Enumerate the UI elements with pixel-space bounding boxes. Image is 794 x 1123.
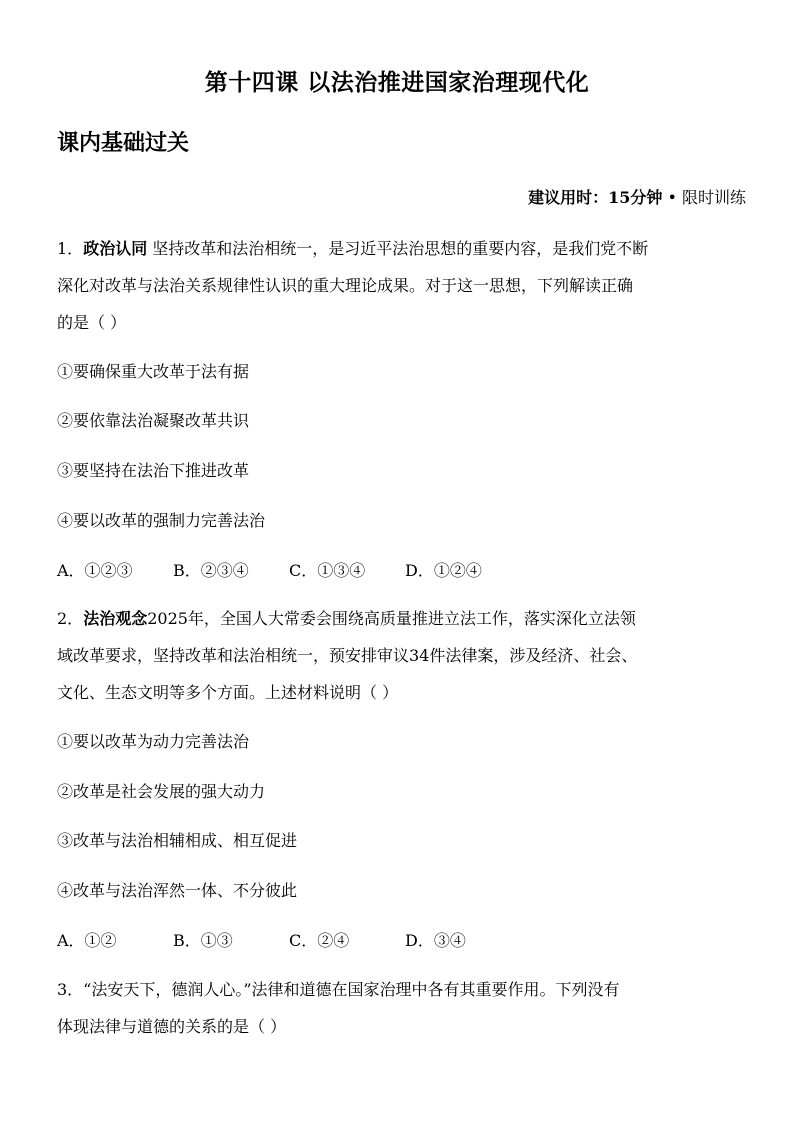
question-1-line-2: 深化对改革与法治关系规律性认识的重大理论成果。对于这一思想，下列解读正确 — [57, 276, 634, 295]
option-d[interactable]: D．③④ — [405, 931, 466, 950]
suggested-time — [528, 185, 746, 208]
section-heading: 课内基础过关 — [57, 131, 190, 156]
question-2-line-2: 域改革要求，坚持改革和法治相统一，预安排审议34件法律案，涉及经济、社会、 — [57, 646, 638, 665]
question-2-item-2: ②改革是社会发展的强大动力 — [57, 782, 266, 801]
question-2-item-3: ③改革与法治相辅相成、相互促进 — [57, 831, 298, 850]
question-2-line-1 — [57, 606, 636, 629]
option-b[interactable]: B．①③ — [173, 931, 233, 950]
question-3-line-2: 体现法律与道德的关系的是（ ） — [57, 1017, 287, 1036]
question-1-item-4: ④要以改革的强制力完善法治 — [57, 511, 266, 530]
option-a[interactable]: A．①② — [57, 931, 117, 950]
question-1-item-3: ③要坚持在法治下推进改革 — [57, 461, 250, 480]
time-tag: • 限时训练 — [667, 188, 746, 207]
question-1-text-1: 坚持改革和法治相统一，是习近平法治思想的重要内容，是我们党不断 — [147, 239, 649, 258]
question-1-item-2: ②要依靠法治凝聚改革共识 — [57, 411, 250, 430]
question-1-number: 1． — [57, 239, 84, 258]
option-b[interactable]: B．②③④ — [173, 561, 249, 580]
question-2-item-1: ①要以改革为动力完善法治 — [57, 732, 250, 751]
question-2-text-1: 2025年，全国人大常委会围绕高质量推进立法工作，落实深化立法领 — [147, 609, 636, 628]
option-d[interactable]: D．①②④ — [405, 561, 482, 580]
question-1-options — [57, 558, 482, 581]
question-3-line-1: 3．“法安天下，德润人心。”法律和道德在国家治理中各有其重要作用。下列没有 — [57, 980, 620, 999]
option-c[interactable]: C．②④ — [289, 931, 350, 950]
question-2-tag: 法治观念 — [83, 609, 148, 628]
question-2-options — [57, 928, 466, 951]
question-2-line-3: 文化、生态文明等多个方面。上述材料说明（ ） — [57, 683, 399, 702]
question-2-item-4: ④改革与法治浑然一体、不分彼此 — [57, 881, 298, 900]
time-label: 建议用时：15分钟 — [528, 188, 663, 207]
question-1-tag: 政治认同 — [83, 239, 148, 258]
question-2-number: 2． — [57, 609, 84, 628]
option-c[interactable]: C．①③④ — [289, 561, 366, 580]
question-1-item-1: ①要确保重大改革于法有据 — [57, 362, 250, 381]
option-a[interactable]: A．①②③ — [57, 561, 133, 580]
question-1-line-3: 的是（ ） — [57, 313, 127, 332]
question-1-line-1 — [57, 236, 648, 259]
page-title: 第十四课 以法治推进国家治理现代化 — [204, 70, 590, 96]
